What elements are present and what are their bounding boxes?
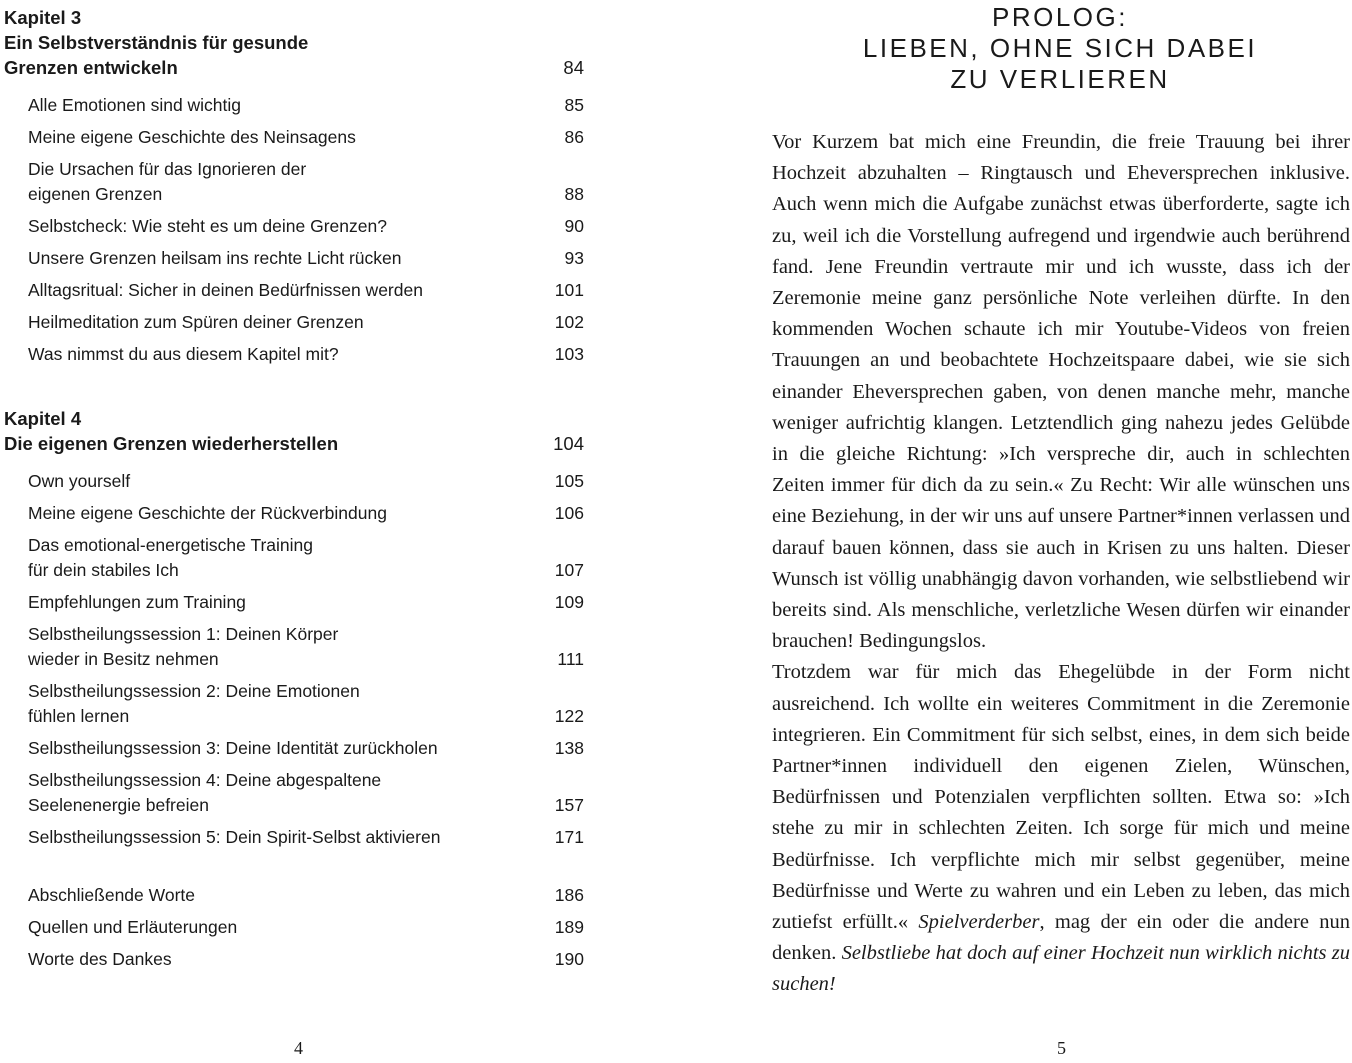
prolog-paragraph-2-mid: , mag der ein oder die andere nun denken. xyxy=(772,911,1351,965)
prolog-italic-word: Spielverderber xyxy=(918,911,1040,934)
prolog-body xyxy=(772,127,1350,1001)
toc-entry-label: Meine eigene Geschichte der Rückverbindung xyxy=(28,503,387,523)
toc-page-number: 86 xyxy=(564,127,584,147)
toc-entry-label: Alltagsritual: Sicher in deinen Bedürfnissen werden xyxy=(28,280,423,300)
toc-page-number: 93 xyxy=(564,248,584,268)
prolog-page xyxy=(760,0,1352,1063)
toc-entry-label: Was nimmst du aus diesem Kapitel mit? xyxy=(28,344,339,364)
toc-entry-label: Worte des Dankes xyxy=(28,949,172,969)
toc-page-number: 104 xyxy=(553,433,584,454)
toc-entry-label: Selbstheilungssession 4: Deine abgespaltene Seelenenergie befreien xyxy=(28,770,382,815)
page-number-left: 4 xyxy=(294,1038,303,1058)
toc-page-number: 171 xyxy=(554,827,584,847)
toc-entry[interactable] xyxy=(28,736,584,761)
toc-entry-label: Empfehlungen zum Training xyxy=(28,592,246,612)
toc-page-number: 138 xyxy=(554,738,584,758)
prolog-title: PROLOG: LIEBEN, OHNE SICH DABEI ZU VERLIEREN xyxy=(862,2,1258,94)
toc-entry-label: Selbstheilungssession 3: Deine Identität zurückholen xyxy=(28,738,438,758)
toc-entry-label: Quellen und Erläuterungen xyxy=(28,917,238,937)
toc-entry-label: Alle Emotionen sind wichtig xyxy=(28,95,242,115)
toc-page-number: 111 xyxy=(557,649,584,669)
toc-page-number: 88 xyxy=(564,184,584,204)
toc-entry-label: Selbstheilungssession 1: Deinen Körper wieder in Besitz nehmen xyxy=(28,624,339,669)
toc-page-number: 107 xyxy=(554,560,584,580)
toc-entry[interactable] xyxy=(28,622,584,672)
toc-entry-label: Unsere Grenzen heilsam ins rechte Licht rücken xyxy=(28,248,402,268)
prolog-paragraph-2-start: Trotzdem war für mich das Ehegelübde in der Form nicht ausreichend. Ich wollte ein weiteres Commitment in die Zeremonie integrieren. Ein Commitment für sich selbst, eines, in dem sich beide Partner*innen individuell den eigenen Zielen, Wünschen, Bedürfnissen und Potenzialen verpflichten sollten. Etwa so: »Ich stehe zu mir in schlechten Zeiten. Ich sorge für mich und meine Bedürfnisse. Ich verpflichte mich mir selbst gegenüber, meine Bedürfnisse und Werte zu wahren und ein Leben zu leben, das mich zutiefst erfüllt.« xyxy=(772,661,1350,934)
toc-entry-label: Die Ursachen für das Ignorieren der eigenen Grenzen xyxy=(28,159,307,204)
toc-page-number: 101 xyxy=(554,280,584,300)
toc-page-number: 90 xyxy=(564,216,584,236)
toc-entry[interactable] xyxy=(28,310,584,335)
toc-entry[interactable] xyxy=(28,214,584,239)
toc-entry-label: Meine eigene Geschichte des Neinsagens xyxy=(28,127,356,147)
toc-entry[interactable] xyxy=(28,825,584,850)
toc-entry[interactable] xyxy=(28,125,584,150)
toc-entry[interactable] xyxy=(28,469,584,494)
toc-page-number: 190 xyxy=(554,949,584,969)
toc-chapter-4[interactable] xyxy=(4,406,584,456)
toc-page-number: 189 xyxy=(554,917,584,937)
prolog-paragraph-1: Vor Kurzem bat mich eine Freundin, die freie Trauung bei ihrer Hochzeit abzuhalten – Ringtausch und Eheversprechen inklusive. Auch wenn mich die Aufgabe zunächst etwas überforderte, sagte ich zu, weil ich die Vorstellung aufregend und irgendwie auch berührend fand. Jene Freundin vertraute mir und ich wusste, dass ich der Zeremonie meine ganz persönliche Note verleihen dürfte. In den kommenden Wochen schaute ich mir Youtube-Videos von freien Trauungen an und beobachtete Hochzeitspaare dabei, wie sie sich einander Eheversprechen gaben, von denen manche mehr, manche weniger aufrichtig klangen. Letztendlich ging nahezu jedes Gelübde in die gleiche Richtung: »Ich verspreche dir, auch in schlechten Zeiten immer für dich da zu sein.« Zu Recht: Wir alle wünschen uns eine Beziehung, in der wir uns auf unsere Partner*innen verlassen und darauf bauen können, dass sie auch in Krisen zu uns halten. Dieser Wunsch ist völlig unabhängig davon vorhanden, wie selbstliebend wir bereits sind. Als menschliche, verletzliche Wesen dürfen wir einander brauchen! Bedingungslos. xyxy=(772,131,1350,653)
toc-entry-label: Abschließende Worte xyxy=(28,885,195,905)
toc-chapter-3[interactable] xyxy=(4,5,584,80)
toc-entry[interactable] xyxy=(28,590,584,615)
toc-page-number: 157 xyxy=(554,795,584,815)
toc-page-number: 103 xyxy=(554,344,584,364)
toc-page-number: 106 xyxy=(554,503,584,523)
toc-page-number: 109 xyxy=(554,592,584,612)
toc-entry[interactable] xyxy=(28,768,584,818)
toc-page-number: 105 xyxy=(554,471,584,491)
toc-entry[interactable] xyxy=(28,915,584,940)
toc-entry-label: Selbstheilungssession 5: Dein Spirit-Selbst aktivieren xyxy=(28,827,441,847)
prolog-paragraph-2 xyxy=(772,657,1350,1000)
toc-page-number: 122 xyxy=(554,706,584,726)
toc-entry-label: Das emotional-energetische Training für dein stabiles Ich xyxy=(28,535,314,580)
page-number-right: 5 xyxy=(1057,1038,1066,1058)
toc-page-number: 85 xyxy=(564,95,584,115)
toc-page-number: 84 xyxy=(563,57,584,78)
toc-entry[interactable] xyxy=(28,342,584,367)
toc-entry[interactable] xyxy=(28,533,584,583)
toc-entry[interactable] xyxy=(28,93,584,118)
toc-entry[interactable] xyxy=(28,947,584,972)
toc-page-number: 102 xyxy=(554,312,584,332)
toc-chapter-title: Kapitel 4 Die eigenen Grenzen wiederherstellen xyxy=(4,408,339,454)
toc-entry[interactable] xyxy=(28,679,584,729)
toc-page-number: 186 xyxy=(554,885,584,905)
toc-entry[interactable] xyxy=(28,883,584,908)
toc-entry-label: Selbstcheck: Wie steht es um deine Grenzen? xyxy=(28,216,387,236)
toc-entry[interactable] xyxy=(28,157,584,207)
table-of-contents-page xyxy=(0,0,600,1063)
toc-entry-label: Heilmeditation zum Spüren deiner Grenzen xyxy=(28,312,364,332)
toc-entry[interactable] xyxy=(28,501,584,526)
toc-chapter-title: Kapitel 3 Ein Selbstverständnis für gesunde Grenzen entwickeln xyxy=(4,7,309,78)
toc-entry-label: Selbstheilungssession 2: Deine Emotionen fühlen lernen xyxy=(28,681,360,726)
toc-entry-label: Own yourself xyxy=(28,471,131,491)
toc-entry[interactable] xyxy=(28,278,584,303)
toc-entry[interactable] xyxy=(28,246,584,271)
prolog-italic-sentence: Selbstliebe hat doch auf einer Hochzeit nun wirklich nichts zu suchen! xyxy=(772,942,1350,996)
